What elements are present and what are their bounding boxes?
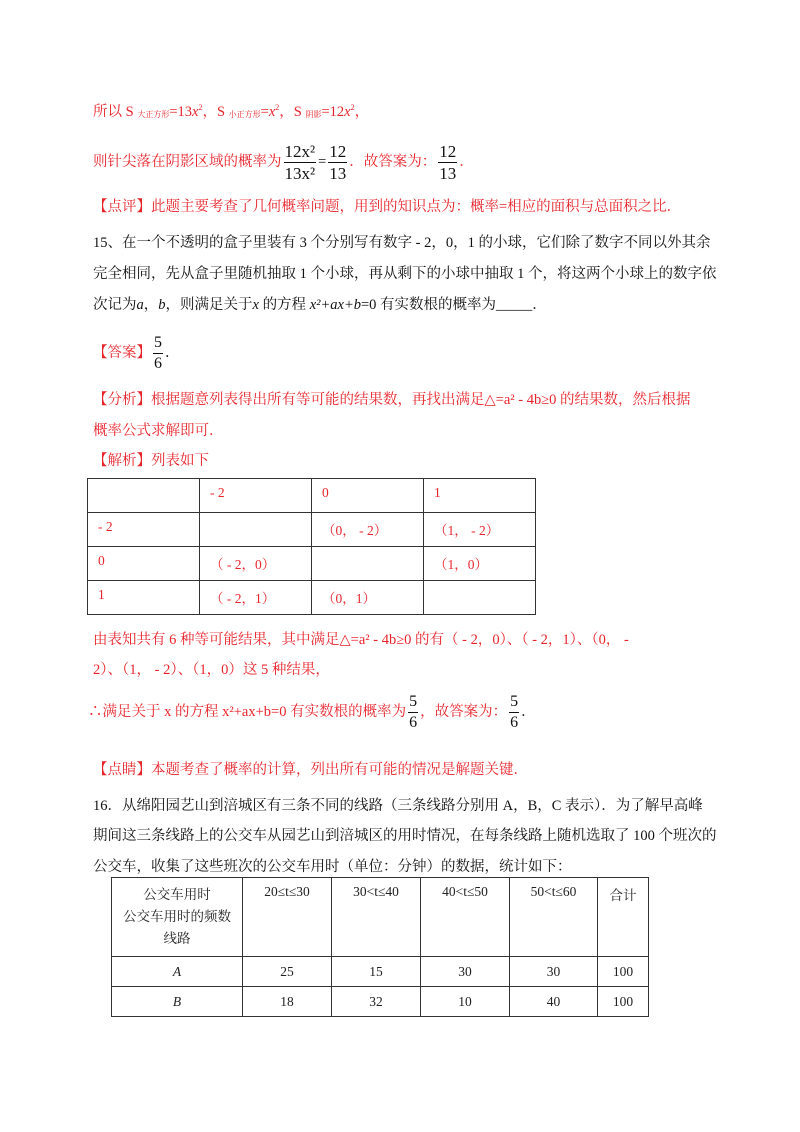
table-cell: （ - 2，0） xyxy=(200,547,312,581)
numerator: 5 xyxy=(510,693,519,711)
text: ∴满足关于 x 的方程 x²+ax+b=0 有实数根的概率为 xyxy=(88,704,407,720)
conclusion-line-1: 由表知共有 6 种等可能结果，其中满足△=a² - 4b≥0 的有（ - 2，0）、（ - 2，1）、（0， - xyxy=(93,632,629,648)
text: ，则满足关于 xyxy=(165,297,253,313)
table-cell: 10 xyxy=(421,987,510,1017)
numerator: 5 xyxy=(409,693,418,711)
table-cell: （0， - 2） xyxy=(312,513,424,547)
corner-line: 公交车用时的频数 xyxy=(123,909,231,924)
numerator: 12x² xyxy=(284,142,316,162)
text: ． xyxy=(165,345,180,361)
variable: a xyxy=(136,297,144,313)
table-cell: （1， - 2） xyxy=(424,513,536,547)
solution-label: 【解析】列表如下 xyxy=(93,453,209,469)
conclusion-line-3 xyxy=(88,692,536,732)
table-cell: （0，1） xyxy=(312,581,424,615)
table-cell: 0 xyxy=(312,479,424,513)
text: ， xyxy=(354,104,370,120)
q16-line-3: 公交车，收集了这些班次的公交车用时（单位：分钟）的数据，统计如下： xyxy=(93,859,572,875)
denominator: 13 xyxy=(329,164,347,184)
table-header-row xyxy=(88,479,536,513)
column-header: 20≤t≤30 xyxy=(243,878,332,957)
answer xyxy=(93,333,180,373)
table-cell: 32 xyxy=(332,987,421,1017)
table-row xyxy=(88,513,536,547)
column-header: 40<t≤50 xyxy=(421,878,510,957)
variable: x xyxy=(192,104,199,120)
table-cell: 1 xyxy=(424,479,536,513)
equation: x²+ax+b xyxy=(309,297,361,313)
table-cell: 1 xyxy=(88,581,200,615)
text: =12 xyxy=(321,104,345,120)
denominator: 6 xyxy=(154,355,162,373)
fraction xyxy=(284,143,317,182)
row-label: B xyxy=(112,987,243,1017)
text: =0 有实数根的概率为_____． xyxy=(360,297,547,313)
table-cell: - 2 xyxy=(200,479,312,513)
table-cell xyxy=(200,513,312,547)
table-cell: （1，0） xyxy=(424,547,536,581)
table-cell: 100 xyxy=(598,957,649,987)
exponent: 2 xyxy=(275,103,280,112)
subscript: 小正方形 xyxy=(228,110,261,119)
exponent: 2 xyxy=(350,103,355,112)
row-label: A xyxy=(112,957,243,987)
equals: = xyxy=(318,154,327,170)
conclusion-line-2: 2）、（1， - 2）、（1，0）这 5 种结果， xyxy=(93,662,330,678)
table-cell: （ - 2，1） xyxy=(200,581,312,615)
text: ． xyxy=(521,704,536,720)
analysis-line-2: 概率公式求解即可． xyxy=(93,423,224,439)
q15-line-3 xyxy=(93,295,547,315)
text: = xyxy=(260,104,269,120)
numerator: 5 xyxy=(154,334,162,352)
table-cell: 0 xyxy=(88,547,200,581)
fraction xyxy=(408,694,418,731)
numerator: 12 xyxy=(439,142,457,162)
table-cell: 25 xyxy=(243,957,332,987)
corner-header xyxy=(112,878,243,957)
variable: b xyxy=(158,297,166,313)
fraction xyxy=(438,143,457,182)
table-cell: - 2 xyxy=(88,513,200,547)
numerator: 12 xyxy=(329,142,347,162)
outcome-table xyxy=(87,478,536,615)
text: 则针尖落在阴影区域的概率为 xyxy=(93,154,282,170)
column-header: 30<t≤40 xyxy=(332,878,421,957)
table-cell: 18 xyxy=(243,987,332,1017)
subscript: 阴影 xyxy=(305,110,322,119)
answer-label: 【答案】 xyxy=(93,345,151,361)
corner-line: 公交车用时 xyxy=(143,887,211,902)
text: ，S xyxy=(202,104,229,120)
table-cell: 40 xyxy=(510,987,598,1017)
table-row xyxy=(88,547,536,581)
table-row xyxy=(112,987,649,1017)
fraction xyxy=(328,143,347,182)
text: 的方程 xyxy=(258,297,310,313)
fraction xyxy=(509,694,519,731)
table-cell xyxy=(88,479,200,513)
denominator: 6 xyxy=(409,714,418,732)
subscript: 大正方形 xyxy=(137,110,170,119)
table-cell: 30 xyxy=(421,957,510,987)
table-cell: 15 xyxy=(332,957,421,987)
denominator: 6 xyxy=(510,714,519,732)
comment: 【点评】此题主要考查了几何概率问题，用到的知识点为：概率=相应的面积与总面积之比． xyxy=(93,199,682,215)
text: ， xyxy=(143,297,159,313)
variable: x xyxy=(252,297,259,313)
q16-line-1: 16．从绵阳园艺山到涪城区有三条不同的线路（三条线路分别用 A，B，C 表示）．为了解早高峰 xyxy=(93,798,703,814)
column-header: 50<t≤60 xyxy=(510,878,598,957)
table-row xyxy=(112,957,649,987)
variable: x xyxy=(268,104,276,120)
text: ．故答案为： xyxy=(349,154,437,170)
fraction xyxy=(153,335,163,372)
q15-line-1: 15、在一个不透明的盒子里装有 3 个分别写有数字 - 2，0，1 的小球，它们除了数字不同以外其余 xyxy=(93,235,711,251)
q15-line-2: 完全相同，先从盒子里随机抽取 1 个小球，再从剩下的小球中抽取 1 个，将这两个小球上的数字依 xyxy=(93,266,717,282)
table-cell: 100 xyxy=(598,987,649,1017)
text: ，S xyxy=(279,104,306,120)
text: =13 xyxy=(169,104,193,120)
table-header-row xyxy=(112,878,649,957)
analysis-line-1: 【分析】根据题意列表得出所有等可能的结果数，再找出满足△=a² - 4b≥0 的结果数，然后根据 xyxy=(93,392,691,408)
highlight: 【点睛】本题考查了概率的计算，列出所有可能的情况是解题关键． xyxy=(93,762,528,778)
denominator: 13x² xyxy=(284,164,316,184)
table-row xyxy=(88,581,536,615)
table-cell xyxy=(424,581,536,615)
text: 所以 S xyxy=(93,104,138,120)
variable: x xyxy=(344,104,351,120)
corner-line: 线路 xyxy=(163,931,191,946)
text: ． xyxy=(459,154,474,170)
text: ，故答案为： xyxy=(420,704,508,720)
q16-line-2: 期间这三条线路上的公交车从园艺山到涪城区的用时情况，在每条线路上随机选取了 100 个班次的 xyxy=(93,828,717,844)
column-header: 合计 xyxy=(598,878,649,957)
text: 次记为 xyxy=(93,297,137,313)
table-cell xyxy=(312,547,424,581)
exponent: 2 xyxy=(198,103,203,112)
probability-statement xyxy=(93,142,474,182)
bus-time-table xyxy=(111,877,649,1017)
area-statement xyxy=(93,98,369,125)
table-cell: 30 xyxy=(510,957,598,987)
denominator: 13 xyxy=(439,164,457,184)
